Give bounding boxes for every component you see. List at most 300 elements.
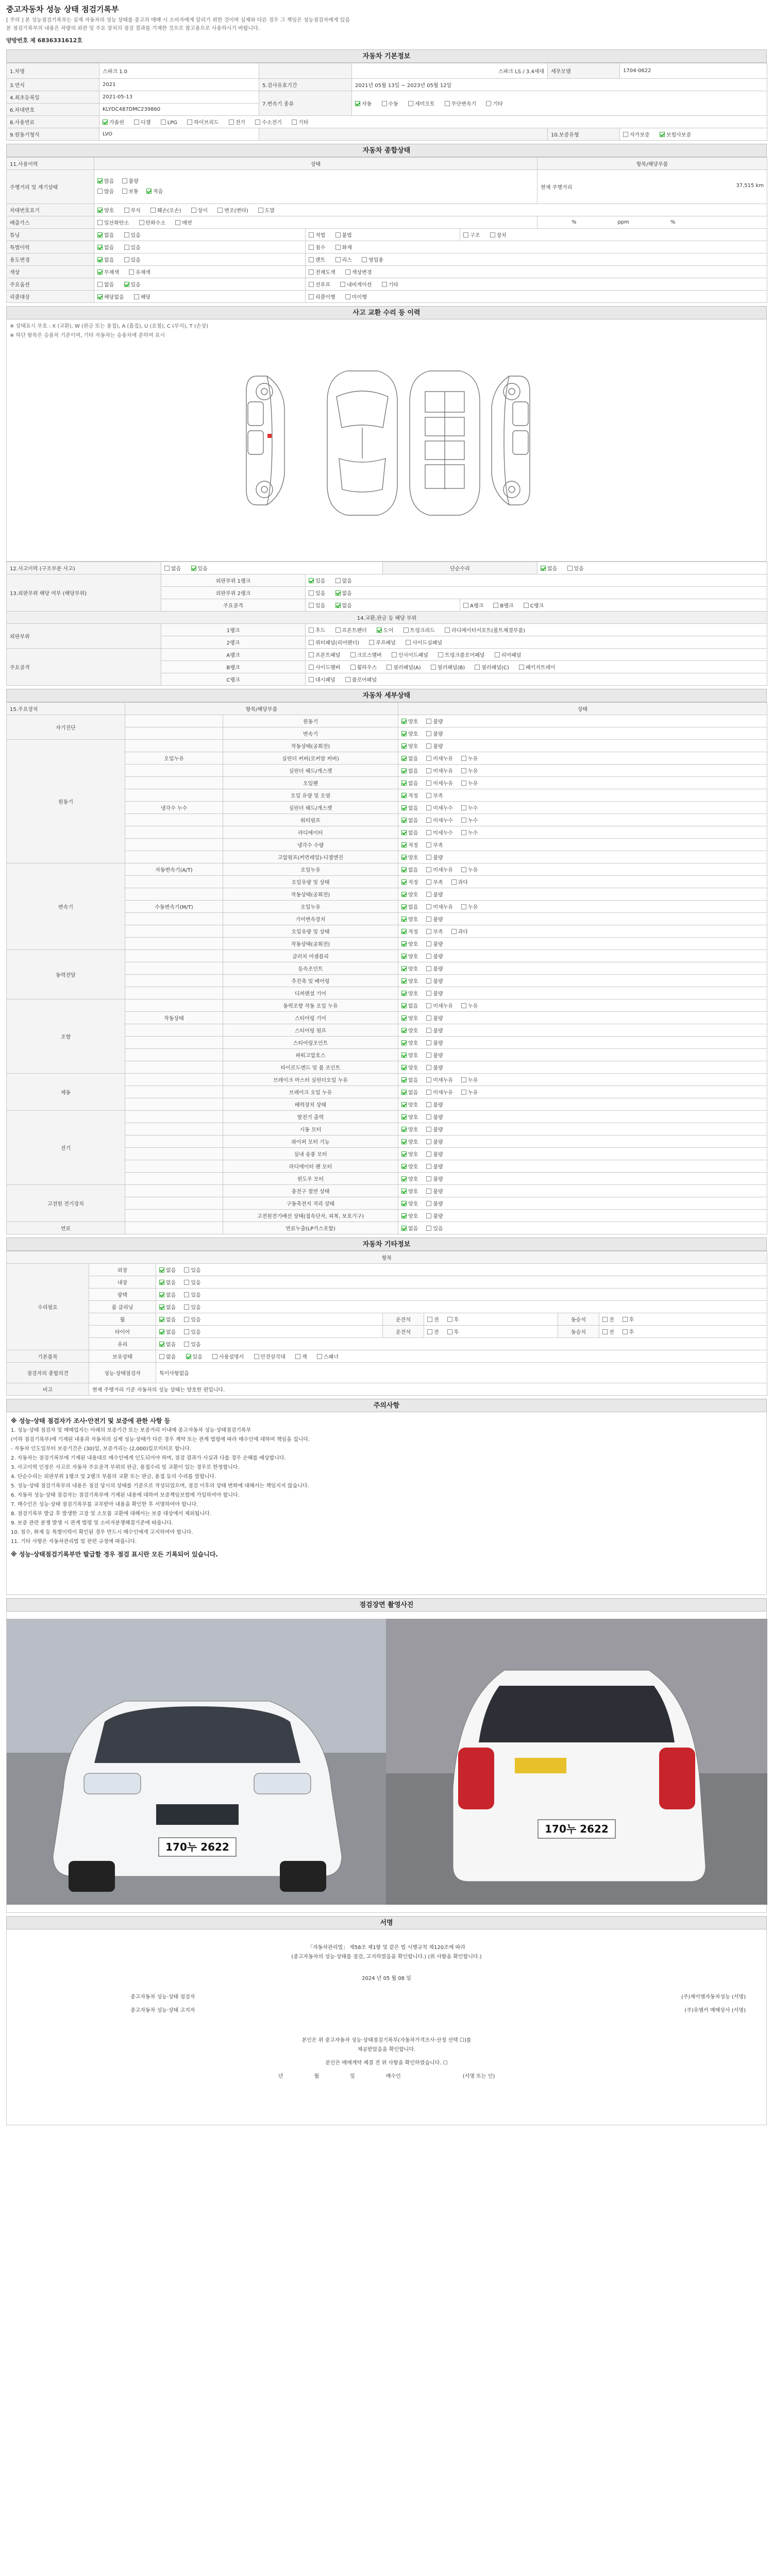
state-checkbox[interactable] (461, 830, 466, 835)
mileage-label: 주행거리 및 계기상태 (7, 170, 94, 204)
state-option-label: 누유 (467, 769, 478, 774)
exterior-yes-checkbox[interactable] (184, 1267, 189, 1273)
engine-type-label: 9.원동기형식 (7, 128, 99, 141)
glass-none-checkbox[interactable] (159, 1342, 164, 1347)
state-option-label: 없음 (408, 831, 418, 836)
use-change-options: 없음 있음 (94, 253, 306, 266)
state-checkbox[interactable] (426, 818, 431, 823)
transmission-other-checkbox[interactable] (486, 101, 491, 106)
overall-state-table (6, 157, 767, 303)
state-checkbox[interactable] (461, 904, 466, 909)
transmission-manual-checkbox[interactable] (382, 101, 387, 106)
state-checkbox[interactable] (401, 1164, 407, 1169)
detail-item-label: 윈도우 모터 (223, 1173, 398, 1185)
warranty-insurance-checkbox[interactable] (660, 132, 665, 137)
accident-header: 사고 교환 수리 등 이력 (6, 306, 767, 319)
state-checkbox[interactable] (401, 1127, 407, 1132)
fuel-hybrid-checkbox[interactable] (187, 120, 192, 125)
notes-line: 10. 침수, 화재 등 특별이력이 확인된 경우 반드시 매수인에게 고지하여야 합니다. (11, 1530, 193, 1535)
part-dash-panel-checkbox[interactable] (309, 677, 314, 682)
state-checkbox[interactable] (401, 855, 407, 860)
part-hood-checkbox[interactable] (309, 628, 314, 633)
vin-smeared-checkbox[interactable] (258, 208, 263, 213)
state-checkbox[interactable] (426, 867, 431, 872)
part-trunk-lid-checkbox[interactable] (404, 628, 409, 633)
state-checkbox[interactable] (461, 867, 466, 872)
state-checkbox[interactable] (426, 719, 431, 724)
state-checkbox[interactable] (401, 1003, 407, 1008)
part-quarter-panel-checkbox[interactable] (309, 640, 314, 645)
state-checkbox[interactable] (401, 1102, 407, 1107)
state-checkbox[interactable] (426, 1226, 431, 1231)
detail-row (7, 950, 767, 962)
fuel-options: 가솔린 디젤 LPG 하이브리드 전기 수소전기 기타 (99, 116, 767, 128)
detail-state-options (398, 938, 767, 950)
wheel-driver-front-checkbox[interactable] (427, 1317, 432, 1322)
wheel-none-checkbox[interactable] (159, 1317, 164, 1322)
state-checkbox[interactable] (426, 830, 431, 835)
detail-state-options (398, 888, 767, 901)
state-checkbox[interactable] (401, 1065, 407, 1070)
part-side-sill-checkbox[interactable] (406, 640, 411, 645)
accident-yes-checkbox[interactable] (191, 566, 196, 571)
glass-yes-checkbox[interactable] (184, 1342, 189, 1347)
rank2-no-checkbox[interactable] (335, 590, 341, 596)
state-option-label: 양호 (408, 1189, 418, 1195)
detail-state-options (398, 901, 767, 913)
use-change-none-checkbox[interactable] (97, 257, 103, 262)
vin-altered-checkbox[interactable] (217, 208, 223, 213)
notes-line: - 자동차 인도일부터 보증기간은 (30)일, 보증거리는 (2,000)킬로미터로 합니다. (11, 1446, 191, 1452)
basic-items-options: 없음 있음 사용설명서 안전삼각대 잭 스패너 (156, 1350, 767, 1363)
basic-items-yes-checkbox[interactable] (186, 1354, 191, 1359)
sign-statement-1: 「자동차관리법」 제58조 제1항 및 같은 법 시행규칙 제120조에 따라 (308, 1945, 465, 1951)
tire-none-checkbox[interactable] (159, 1329, 164, 1334)
state-option-label: 미세누유 (433, 1004, 453, 1009)
state-option-label: 과다 (458, 880, 468, 886)
state-checkbox[interactable] (401, 954, 407, 959)
basic-items-state-label: 보유상태 (89, 1350, 156, 1363)
tire-passenger-front-checkbox[interactable] (602, 1329, 608, 1334)
state-checkbox[interactable] (426, 1164, 431, 1169)
detail-head-item: 항목/해당부품 (125, 703, 398, 715)
basic-items-spanner-checkbox[interactable] (317, 1354, 322, 1359)
state-checkbox[interactable] (426, 1127, 431, 1132)
basic-items-manual-checkbox[interactable] (212, 1354, 217, 1359)
mileage-many-checkbox[interactable] (97, 189, 103, 194)
state-checkbox[interactable] (461, 1077, 466, 1082)
detail-state-options (398, 727, 767, 740)
state-option-label: 없음 (408, 1090, 418, 1096)
wheel-driver-rear-checkbox[interactable] (447, 1317, 452, 1322)
option-other-checkbox[interactable] (382, 282, 387, 287)
state-checkbox[interactable] (401, 1189, 407, 1194)
main-frame-label: 주요골격 (161, 599, 306, 612)
color-repaint-checkbox[interactable] (309, 269, 314, 275)
state-checkbox[interactable] (426, 954, 431, 959)
state-checkbox[interactable] (401, 966, 407, 971)
state-option-label: 미세누수 (433, 831, 453, 836)
state-checkbox[interactable] (426, 731, 431, 736)
use-change-rent-checkbox[interactable] (309, 257, 314, 262)
state-checkbox[interactable] (426, 904, 431, 909)
state-option-label: 불량 (433, 1189, 443, 1195)
wheel-passenger-front-checkbox[interactable] (602, 1317, 608, 1322)
frame-group-label: 주요골격 (7, 649, 161, 686)
state-option-label: 양호 (408, 1164, 418, 1170)
transmission-options: 자동 수동 세미오토 무단변속기 기타 (352, 91, 767, 116)
option-none-checkbox[interactable] (97, 282, 103, 287)
state-checkbox[interactable] (401, 904, 407, 909)
detail-state-options (398, 814, 767, 826)
year-label: 3.연식 (7, 79, 99, 91)
color-chromatic-checkbox[interactable] (129, 269, 134, 275)
notes-line: 4. 단순수리는 외판부위 1랭크 및 2랭크 부품의 교환 또는 판금, 용접 등의 수리를 말합니다. (11, 1474, 216, 1480)
rank1-no-checkbox[interactable] (335, 578, 341, 583)
cleaning-none-checkbox[interactable] (159, 1304, 164, 1310)
state-checkbox[interactable] (401, 781, 407, 786)
notes-line: (이하 점검기록부)에 기재된 내용과 자동차의 실제 성능·상태가 다른 경우 계약 또는 관계 법령에 따라 매수인에 대하여 책임을 집니다. (11, 1437, 310, 1443)
state-checkbox[interactable] (426, 1114, 431, 1120)
state-checkbox[interactable] (426, 991, 431, 996)
state-checkbox[interactable] (426, 1176, 431, 1181)
state-option-label: 미세누유 (433, 905, 453, 910)
recall-options: 해당없음 해당 (94, 291, 306, 303)
detail-sub-label (125, 1086, 223, 1098)
exterior-label: 13.외판부위 해당 여부 (해당부위) (7, 574, 161, 612)
tire-driver-front-checkbox[interactable] (427, 1329, 432, 1334)
simple-repair-label: 단순수리 (383, 562, 537, 574)
state-checkbox[interactable] (401, 1040, 407, 1045)
state-checkbox[interactable] (401, 805, 407, 810)
part-roof-panel-checkbox[interactable] (369, 640, 374, 645)
special-flood-checkbox[interactable] (309, 245, 314, 250)
vin-mismatch-checkbox[interactable] (191, 208, 196, 213)
state-checkbox[interactable] (401, 818, 407, 823)
part-pillar-b-checkbox[interactable] (431, 665, 436, 670)
state-checkbox[interactable] (426, 1151, 431, 1157)
state-checkbox[interactable] (401, 731, 407, 736)
part-pillar-c-checkbox[interactable] (475, 665, 480, 670)
detail-state-options (398, 1074, 767, 1086)
fuel-lpg-checkbox[interactable] (161, 120, 166, 125)
use-change-business-checkbox[interactable] (362, 257, 367, 262)
detail-state-options (398, 999, 767, 1012)
tuning-options: 없음 있음 (94, 229, 306, 241)
part-trunk-floor-checkbox[interactable] (438, 652, 443, 657)
part-floor-panel-checkbox[interactable] (345, 677, 350, 682)
tire-passenger-rear-checkbox[interactable] (623, 1329, 628, 1334)
frame-c-checkbox[interactable] (524, 603, 529, 608)
state-checkbox[interactable] (426, 1213, 431, 1218)
state-checkbox[interactable] (426, 768, 431, 773)
state-checkbox[interactable] (401, 768, 407, 773)
recall-done-checkbox[interactable] (309, 294, 314, 299)
wheel-yes-checkbox[interactable] (184, 1317, 189, 1322)
state-checkbox[interactable] (401, 743, 407, 749)
emission-hc-checkbox[interactable] (139, 220, 144, 225)
detail-item-label: 워터펌프 (223, 814, 398, 826)
state-checkbox[interactable] (426, 1040, 431, 1045)
color-achromatic-checkbox[interactable] (97, 269, 103, 275)
tuning-none-checkbox[interactable] (97, 232, 103, 238)
vin-good-checkbox[interactable] (97, 208, 103, 213)
recall-pending-checkbox[interactable] (345, 294, 350, 299)
part-package-tray-checkbox[interactable] (519, 665, 524, 670)
state-checkbox[interactable] (426, 1077, 431, 1082)
special-none-checkbox[interactable] (97, 245, 103, 250)
color-change-checkbox[interactable] (345, 269, 350, 275)
photos-header: 점검장면 촬영사진 (6, 1598, 767, 1612)
state-checkbox[interactable] (426, 743, 431, 749)
frame-a-checkbox[interactable] (463, 603, 468, 608)
part-inside-panel-checkbox[interactable] (392, 652, 397, 657)
state-checkbox[interactable] (401, 892, 407, 897)
report-notice (6, 16, 767, 33)
first-registration-label: 4.최초등록일 (7, 91, 99, 104)
state-checkbox[interactable] (426, 1003, 431, 1008)
state-checkbox[interactable] (401, 1139, 407, 1144)
recall-yes-checkbox[interactable] (134, 294, 139, 299)
state-checkbox[interactable] (451, 929, 457, 934)
state-checkbox[interactable] (426, 929, 431, 934)
detail-rows (7, 715, 767, 1234)
state-checkbox[interactable] (426, 1065, 431, 1070)
mileage-bad-checkbox[interactable] (122, 178, 127, 183)
use-change-yes-checkbox[interactable] (124, 257, 129, 262)
detail-state-options (398, 1185, 767, 1197)
state-checkbox[interactable] (426, 793, 431, 798)
transmission-cvt-checkbox[interactable] (445, 101, 450, 106)
state-checkbox[interactable] (461, 1003, 466, 1008)
state-checkbox[interactable] (426, 1139, 431, 1144)
option-yes-checkbox[interactable] (124, 282, 129, 287)
mileage-few-checkbox[interactable] (146, 189, 152, 194)
state-option-label: 과다 (458, 929, 468, 935)
special-fire-checkbox[interactable] (335, 245, 341, 250)
state-checkbox[interactable] (426, 842, 431, 848)
state-checkbox[interactable] (401, 842, 407, 848)
tire-yes-checkbox[interactable] (184, 1329, 189, 1334)
part-radiator-support-checkbox[interactable] (445, 628, 450, 633)
state-checkbox[interactable] (426, 978, 431, 984)
exterior-none-checkbox[interactable] (159, 1267, 164, 1273)
part-front-panel-checkbox[interactable] (309, 652, 314, 657)
tuning-device-checkbox[interactable] (490, 232, 495, 238)
state-option-label: 없음 (408, 756, 418, 762)
state-checkbox[interactable] (426, 1028, 431, 1033)
state-checkbox[interactable] (401, 1176, 407, 1181)
state-checkbox[interactable] (426, 756, 431, 761)
detail-item-label: 작동상태(공회전) (223, 888, 398, 901)
parts-rank1-label: 1랭크 (161, 624, 306, 636)
state-checkbox[interactable] (401, 917, 407, 922)
basic-items-jack-checkbox[interactable] (295, 1354, 300, 1359)
detail-sub-label (125, 913, 223, 925)
detail-sub-label (125, 925, 223, 938)
state-checkbox[interactable] (401, 1151, 407, 1157)
tuning-yes-checkbox[interactable] (124, 232, 129, 238)
special-yes-checkbox[interactable] (124, 245, 129, 250)
state-checkbox[interactable] (401, 1028, 407, 1033)
state-checkbox[interactable] (426, 892, 431, 897)
overall-head-note: 항목/해당부품 (537, 158, 767, 170)
fuel-diesel-checkbox[interactable] (134, 120, 139, 125)
state-option-label: 부족 (433, 843, 443, 849)
basic-items-none-checkbox[interactable] (159, 1354, 164, 1359)
frame-b-checkbox[interactable] (493, 603, 498, 608)
part-wheel-house-checkbox[interactable] (350, 665, 356, 670)
mileage-normal-checkbox[interactable] (122, 189, 127, 194)
state-checkbox[interactable] (426, 941, 431, 946)
detail-state-options (398, 863, 767, 876)
other-room-cleaning-label: 룸 클리닝 (89, 1301, 156, 1313)
rank2-label: 외판부위 2랭크 (161, 587, 306, 599)
recall-none-checkbox[interactable] (97, 294, 103, 299)
state-checkbox[interactable] (401, 1226, 407, 1231)
detail-state-options (398, 1222, 767, 1234)
fuel-gasoline-checkbox[interactable] (103, 120, 108, 125)
rank2-yes-checkbox[interactable] (309, 590, 314, 596)
detail-item-label: 변속기 (223, 727, 398, 740)
fuel-other-checkbox[interactable] (292, 120, 297, 125)
state-checkbox[interactable] (426, 781, 431, 786)
interior-none-checkbox[interactable] (159, 1280, 164, 1285)
tuning-illegal-checkbox[interactable] (335, 232, 341, 238)
part-cross-member-checkbox[interactable] (350, 652, 356, 657)
report-page (6, 4, 767, 2125)
state-checkbox[interactable] (461, 805, 466, 810)
state-checkbox[interactable] (426, 1053, 431, 1058)
vin-corrosion-checkbox[interactable] (124, 208, 129, 213)
option-sunroof-checkbox[interactable] (309, 282, 314, 287)
state-checkbox[interactable] (426, 1015, 431, 1021)
detail-item-label: 브레이크 오일 누유 (223, 1086, 398, 1098)
accident-none-checkbox[interactable] (164, 566, 170, 571)
part-front-fender-checkbox[interactable] (335, 628, 341, 633)
detail-model-value: 스파크 LS / 3.4세대 (352, 63, 548, 79)
state-checkbox[interactable] (401, 1077, 407, 1082)
state-checkbox[interactable] (426, 1201, 431, 1206)
state-checkbox[interactable] (461, 781, 466, 786)
state-option-label: 미세누수 (433, 806, 453, 811)
frame-no-checkbox[interactable] (335, 603, 341, 608)
transmission-semi-checkbox[interactable] (408, 101, 413, 106)
state-checkbox[interactable] (426, 1090, 431, 1095)
state-checkbox[interactable] (426, 917, 431, 922)
state-checkbox[interactable] (426, 1189, 431, 1194)
state-checkbox[interactable] (401, 1201, 407, 1206)
state-checkbox[interactable] (401, 929, 407, 934)
state-checkbox[interactable] (401, 830, 407, 835)
state-option-label: 양호 (408, 967, 418, 972)
car-side-right-drawing (492, 376, 530, 505)
state-checkbox[interactable] (426, 879, 431, 885)
state-checkbox[interactable] (401, 941, 407, 946)
state-checkbox[interactable] (461, 768, 466, 773)
state-checkbox[interactable] (426, 855, 431, 860)
detail-sub-label (125, 1210, 223, 1222)
basic-items-triangle-checkbox[interactable] (254, 1354, 259, 1359)
state-option-label: 불량 (433, 1115, 443, 1121)
state-checkbox[interactable] (401, 1114, 407, 1120)
state-checkbox[interactable] (401, 991, 407, 996)
state-checkbox[interactable] (426, 1102, 431, 1107)
part-pillar-a-checkbox[interactable] (386, 665, 392, 670)
warranty-self-checkbox[interactable] (623, 132, 628, 137)
tuning-structure-checkbox[interactable] (463, 232, 468, 238)
state-option-label: 불량 (433, 719, 443, 725)
use-change-lease-checkbox[interactable] (335, 257, 341, 262)
tuning-legal-checkbox[interactable] (309, 232, 314, 238)
state-option-label: 양호 (408, 1127, 418, 1133)
state-checkbox[interactable] (451, 879, 457, 885)
state-checkbox[interactable] (426, 805, 431, 810)
repair-none-checkbox[interactable] (541, 566, 546, 571)
state-checkbox[interactable] (401, 879, 407, 885)
state-checkbox[interactable] (461, 756, 466, 761)
state-checkbox[interactable] (401, 793, 407, 798)
part-rear-panel-checkbox[interactable] (495, 652, 500, 657)
tire-driver-rear-checkbox[interactable] (447, 1329, 452, 1334)
state-checkbox[interactable] (401, 978, 407, 984)
simple-repair-options: 없음 있음 (537, 562, 767, 574)
polish-yes-checkbox[interactable] (184, 1292, 189, 1297)
detail-sub-label: 냉각수 누수 (125, 802, 223, 814)
emission-smoke-checkbox[interactable] (175, 220, 180, 225)
detail-item-label: 디퍼렌셜 기어 (223, 987, 398, 999)
state-checkbox[interactable] (401, 756, 407, 761)
state-checkbox[interactable] (461, 1090, 466, 1095)
polish-none-checkbox[interactable] (159, 1292, 164, 1297)
state-checkbox[interactable] (461, 818, 466, 823)
transmission-auto-checkbox[interactable] (355, 101, 360, 106)
emission-co-checkbox[interactable] (97, 220, 103, 225)
state-option-label: 양호 (408, 1028, 418, 1034)
frame-yes-checkbox[interactable] (309, 603, 314, 608)
state-checkbox[interactable] (401, 1090, 407, 1095)
part-door-checkbox[interactable] (377, 628, 382, 633)
emission-units: % ppm % (537, 216, 767, 229)
detail-sub-label (125, 1049, 223, 1061)
state-checkbox[interactable] (401, 719, 407, 724)
option-navigation-checkbox[interactable] (340, 282, 345, 287)
cleaning-yes-checkbox[interactable] (184, 1304, 189, 1310)
special-history-options: 없음 있음 (94, 241, 306, 253)
vin-damage-checkbox[interactable] (150, 208, 156, 213)
part-side-member-checkbox[interactable] (309, 665, 314, 670)
state-option-label: 불량 (433, 1140, 443, 1145)
detail-group-label: 동력전달 (7, 950, 125, 999)
state-checkbox[interactable] (401, 867, 407, 872)
repair-yes-checkbox[interactable] (567, 566, 573, 571)
fuel-electric-checkbox[interactable] (229, 120, 234, 125)
state-checkbox[interactable] (426, 966, 431, 971)
state-checkbox[interactable] (401, 1015, 407, 1021)
rank1-yes-checkbox[interactable] (309, 578, 314, 583)
state-option-label: 불량 (433, 1214, 443, 1219)
mileage-good-checkbox[interactable] (97, 178, 103, 183)
notes-line: 3. 사고이력 인정은 사고로 자동차 주요골격 부위의 판금, 용접수리 및 교환이 있는 경우로 한정합니다. (11, 1465, 240, 1470)
detail-item-label: 고전원전기배선 상태(접속단자, 피복, 보호기구) (223, 1210, 398, 1222)
state-option-label: 불량 (433, 1127, 443, 1133)
main-option-label: 주요옵션 (7, 278, 94, 291)
fuel-hydrogen-checkbox[interactable] (255, 120, 260, 125)
state-checkbox[interactable] (401, 1213, 407, 1218)
interior-yes-checkbox[interactable] (184, 1280, 189, 1285)
wheel-passenger-rear-checkbox[interactable] (623, 1317, 628, 1322)
state-checkbox[interactable] (401, 1053, 407, 1058)
